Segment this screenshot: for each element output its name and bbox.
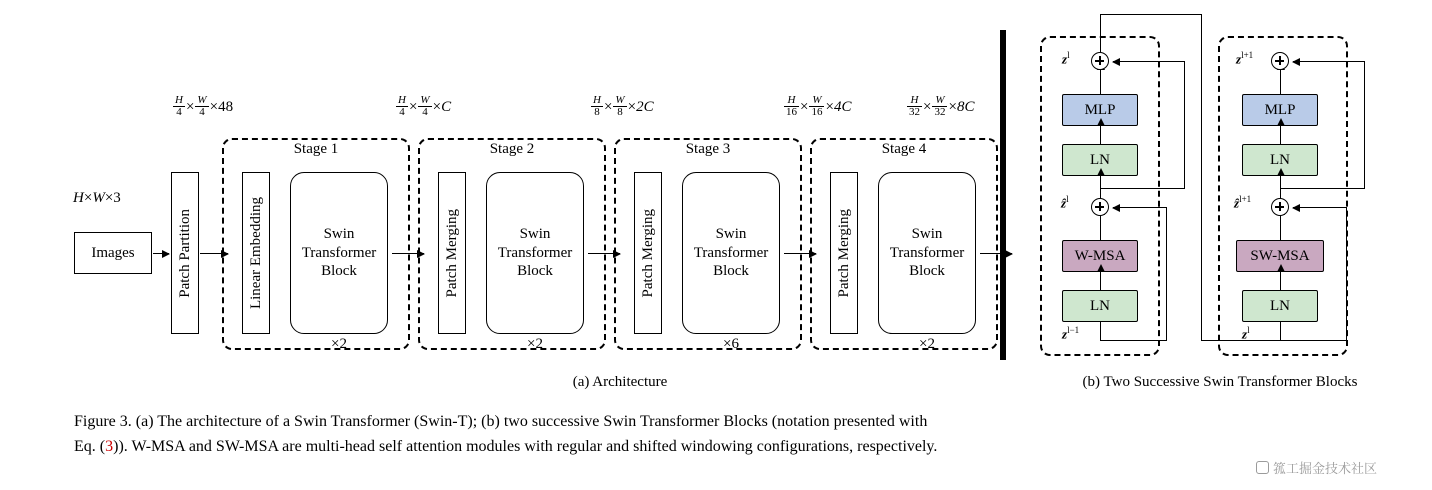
- t0-den1: 4: [173, 106, 185, 118]
- stage-4-swin-block: [878, 172, 976, 334]
- tensor-after-stage1: $\frac{H}{4}$ × $\frac{W}{4}$ ×C: [398, 94, 452, 118]
- t1-num2: W: [420, 94, 430, 106]
- block-l1-mid-label: [1234, 194, 1251, 211]
- block-l-skip1-right: [1166, 207, 1167, 341]
- block-l-skip1-bottom: [1100, 340, 1166, 341]
- tensor-after-stage2: $\frac{H}{8}$ × $\frac{W}{8}$ ×2C: [593, 94, 654, 118]
- block-l1-add2: [1271, 52, 1289, 70]
- block-l-skip2-arrow: [1113, 61, 1185, 62]
- subcaption-b: (b) Two Successive Swin Transformer Blocks: [1082, 374, 1358, 390]
- t1-num1: H: [398, 94, 406, 106]
- block-l-output-label: [1062, 50, 1070, 67]
- block-l1-arrow-swmsa-to-add1: [1280, 215, 1281, 240]
- stage-4-block-line2: Transformer: [889, 244, 965, 261]
- watermark-logo-icon: [1256, 461, 1269, 474]
- arrow-images-to-patch-partition: [153, 253, 169, 254]
- stage-4-patch-merging-box: [830, 172, 858, 334]
- t0-num2: W: [197, 94, 207, 106]
- input-tensor-h: H: [73, 190, 84, 206]
- block-l1-skip1-right: [1346, 207, 1347, 341]
- inter-block-left-riser: [1100, 14, 1101, 52]
- block-l1-mlp: MLP: [1242, 94, 1318, 126]
- stage-3-block-line3: Block: [713, 263, 749, 280]
- panel-divider: [1000, 30, 1006, 360]
- caption-line-2: [74, 435, 1364, 460]
- stage-3-repeat: ×6: [723, 336, 739, 352]
- stage-3-title: Stage 3: [685, 141, 731, 157]
- block-l1-mid-sup: l+1: [1239, 194, 1252, 204]
- block-l-out-sup: l: [1067, 50, 1070, 60]
- caption-line-1: Figure 3. (a) The architecture of a Swin Transformer (Swin-T); (b) two successive Swin Transformer Blocks (notation presented with: [74, 413, 928, 430]
- block-l-mid-label: [1061, 194, 1069, 211]
- t1-den2: 4: [418, 106, 431, 118]
- t2-den1: 8: [591, 106, 603, 118]
- block-l-input-line: [1100, 322, 1101, 340]
- block-l-wmsa: W-MSA: [1062, 240, 1138, 272]
- block-l1-ln1: LN: [1242, 290, 1318, 322]
- block-l1-skip2-right: [1364, 61, 1365, 189]
- block-l-mid-sup: l: [1066, 194, 1069, 204]
- block-l1-arrow-add1-to-ln2: [1280, 176, 1281, 198]
- stage-2-patch-merging-box: [438, 172, 466, 334]
- block-l-out-sym: z: [1062, 51, 1068, 67]
- images-label: Images: [91, 244, 135, 261]
- t3-num2: W: [812, 94, 822, 106]
- arrow-stage4-out: [980, 253, 1012, 254]
- stage-1-block-line1: Swin: [323, 225, 355, 242]
- t4-den1: 32: [909, 106, 920, 118]
- stage-3-block-line2: Transformer: [693, 244, 769, 261]
- t2-num1: H: [593, 94, 601, 106]
- block-l1-arrow-ln2-to-mlp: [1280, 126, 1281, 144]
- t4-chan: 8C: [956, 98, 975, 115]
- block-l-input-label: [1062, 325, 1079, 342]
- stage-2-block-line2: Transformer: [497, 244, 573, 261]
- images-box: [74, 232, 152, 274]
- block-l-ln2: LN: [1062, 144, 1138, 176]
- caption-line2-post: )). W-MSA and SW-MSA are multi-head self attention modules with regular and shifted windowing configurations, respectively.: [113, 437, 938, 455]
- stage-3-swin-block: [682, 172, 780, 334]
- inter-block-bottom-wire: [1201, 340, 1281, 341]
- stage-2-block-line3: Block: [517, 263, 553, 280]
- block-l-input-sym: z: [1062, 326, 1068, 342]
- input-tensor-label: H×W×3: [73, 190, 121, 206]
- block-l1-skip1-arrow: [1293, 207, 1347, 208]
- block-l1-out-sym: z: [1236, 51, 1242, 67]
- block-l1-skip2-arrow: [1293, 61, 1365, 62]
- block-l-skip2-bottom: [1100, 188, 1184, 189]
- stage-3-block-line1: Swin: [715, 225, 747, 242]
- patch-partition-box: [171, 172, 199, 334]
- block-l1-arrow-mlp-to-add2: [1280, 70, 1281, 94]
- block-l1-mid-sym: ẑ: [1234, 195, 1240, 211]
- stage-3-patch-merging-label: Patch Merging: [639, 208, 656, 298]
- stage-1-swin-block: [290, 172, 388, 334]
- block-l-arrow-ln1-to-wmsa: [1100, 272, 1101, 290]
- block-l1-add1: [1271, 198, 1289, 216]
- t3-den1: 16: [786, 106, 797, 118]
- stage-1-block-line3: Block: [321, 263, 357, 280]
- caption-line2-pre: Eq. (: [74, 437, 106, 455]
- input-tensor-w: W: [92, 190, 105, 206]
- linear-embedding-label: Linear Embedding: [247, 196, 264, 310]
- watermark: [1256, 458, 1377, 477]
- t2-den2: 8: [613, 106, 626, 118]
- block-l-mlp: MLP: [1062, 94, 1138, 126]
- tensor-after-stage4: $\frac{H}{32}$ × $\frac{W}{32}$ ×8C: [909, 94, 975, 118]
- stage-4-block-line1: Swin: [911, 225, 943, 242]
- patch-partition-label: Patch Partition: [176, 208, 193, 298]
- t2-num2: W: [615, 94, 625, 106]
- block-l-skip2-right: [1184, 61, 1185, 189]
- block-l1-arrow-ln1-to-swmsa: [1280, 272, 1281, 290]
- block-l1-skip1-bottom: [1280, 340, 1346, 341]
- stage-2-block-line1: Swin: [519, 225, 551, 242]
- block-l1-ln2: LN: [1242, 144, 1318, 176]
- block-l-ln1: LN: [1062, 290, 1138, 322]
- stage-3-patch-merging-box: [634, 172, 662, 334]
- block-l1-skip2-bottom: [1280, 188, 1364, 189]
- t3-num1: H: [787, 94, 796, 106]
- block-l1-output-label: [1236, 50, 1253, 67]
- stage-2-title: Stage 2: [489, 141, 535, 157]
- block-l1-swmsa: SW-MSA: [1236, 240, 1324, 272]
- stage-4-repeat: ×2: [919, 336, 935, 352]
- block-l-mid-sym: ẑ: [1061, 195, 1067, 211]
- stage-1-title: Stage 1: [293, 141, 339, 157]
- block-l-arrow-wmsa-to-add1: [1100, 215, 1101, 240]
- stage-2-repeat: ×2: [527, 336, 543, 352]
- tensor-after-patch-partition: $\frac{H}{4}$ × $\frac{W}{4}$ ×48: [175, 94, 234, 118]
- subcaption-a: (a) Architecture: [572, 374, 668, 390]
- block-l1-out-sup: l+1: [1241, 50, 1254, 60]
- linear-embedding-box: [242, 172, 270, 334]
- t3-chan: 4C: [833, 98, 852, 115]
- stage-4-title: Stage 4: [881, 141, 927, 157]
- t2-chan: 2C: [636, 98, 654, 115]
- block-l-input-sup: l−1: [1067, 325, 1080, 335]
- block-l1-input-line: [1280, 322, 1281, 340]
- block-l-arrow-ln2-to-mlp: [1100, 126, 1101, 144]
- block-l1-input-sup: l: [1247, 325, 1250, 335]
- watermark-text: 箛工掘金技术社区: [1273, 461, 1378, 476]
- stage-2-patch-merging-label: Patch Merging: [443, 208, 460, 298]
- tensor-after-stage3: $\frac{H}{16}$ × $\frac{W}{16}$ ×4C: [786, 94, 852, 118]
- t1-chan: C: [441, 98, 452, 115]
- stage-1-repeat: ×2: [331, 336, 347, 352]
- block-l-add1: [1091, 198, 1109, 216]
- inter-block-right-drop: [1201, 14, 1202, 340]
- stage-1-block-line2: Transformer: [301, 244, 377, 261]
- t4-num2: W: [935, 94, 945, 106]
- block-l-arrow-mlp-to-add2: [1100, 70, 1101, 94]
- block-l-skip1-arrow: [1113, 207, 1167, 208]
- t0-den2: 4: [195, 106, 208, 118]
- stage-4-block-line3: Block: [909, 263, 945, 280]
- block-l-arrow-add1-to-ln2: [1100, 176, 1101, 198]
- caption-equation-ref[interactable]: 3: [105, 437, 114, 455]
- stage-2-swin-block: [486, 172, 584, 334]
- inter-block-top-wire: [1100, 14, 1201, 15]
- t4-num1: H: [910, 94, 919, 106]
- t0-num1: H: [175, 94, 183, 106]
- block-l1-input-sym: z: [1242, 326, 1248, 342]
- t3-den2: 16: [811, 106, 823, 118]
- t4-den2: 32: [934, 106, 946, 118]
- t1-den1: 4: [396, 106, 408, 118]
- input-tensor-c: 3: [113, 190, 121, 206]
- t0-chan: 48: [218, 98, 234, 115]
- figure-caption: [74, 410, 1364, 460]
- stage-4-patch-merging-label: Patch Merging: [835, 208, 852, 298]
- block-l-add2: [1091, 52, 1109, 70]
